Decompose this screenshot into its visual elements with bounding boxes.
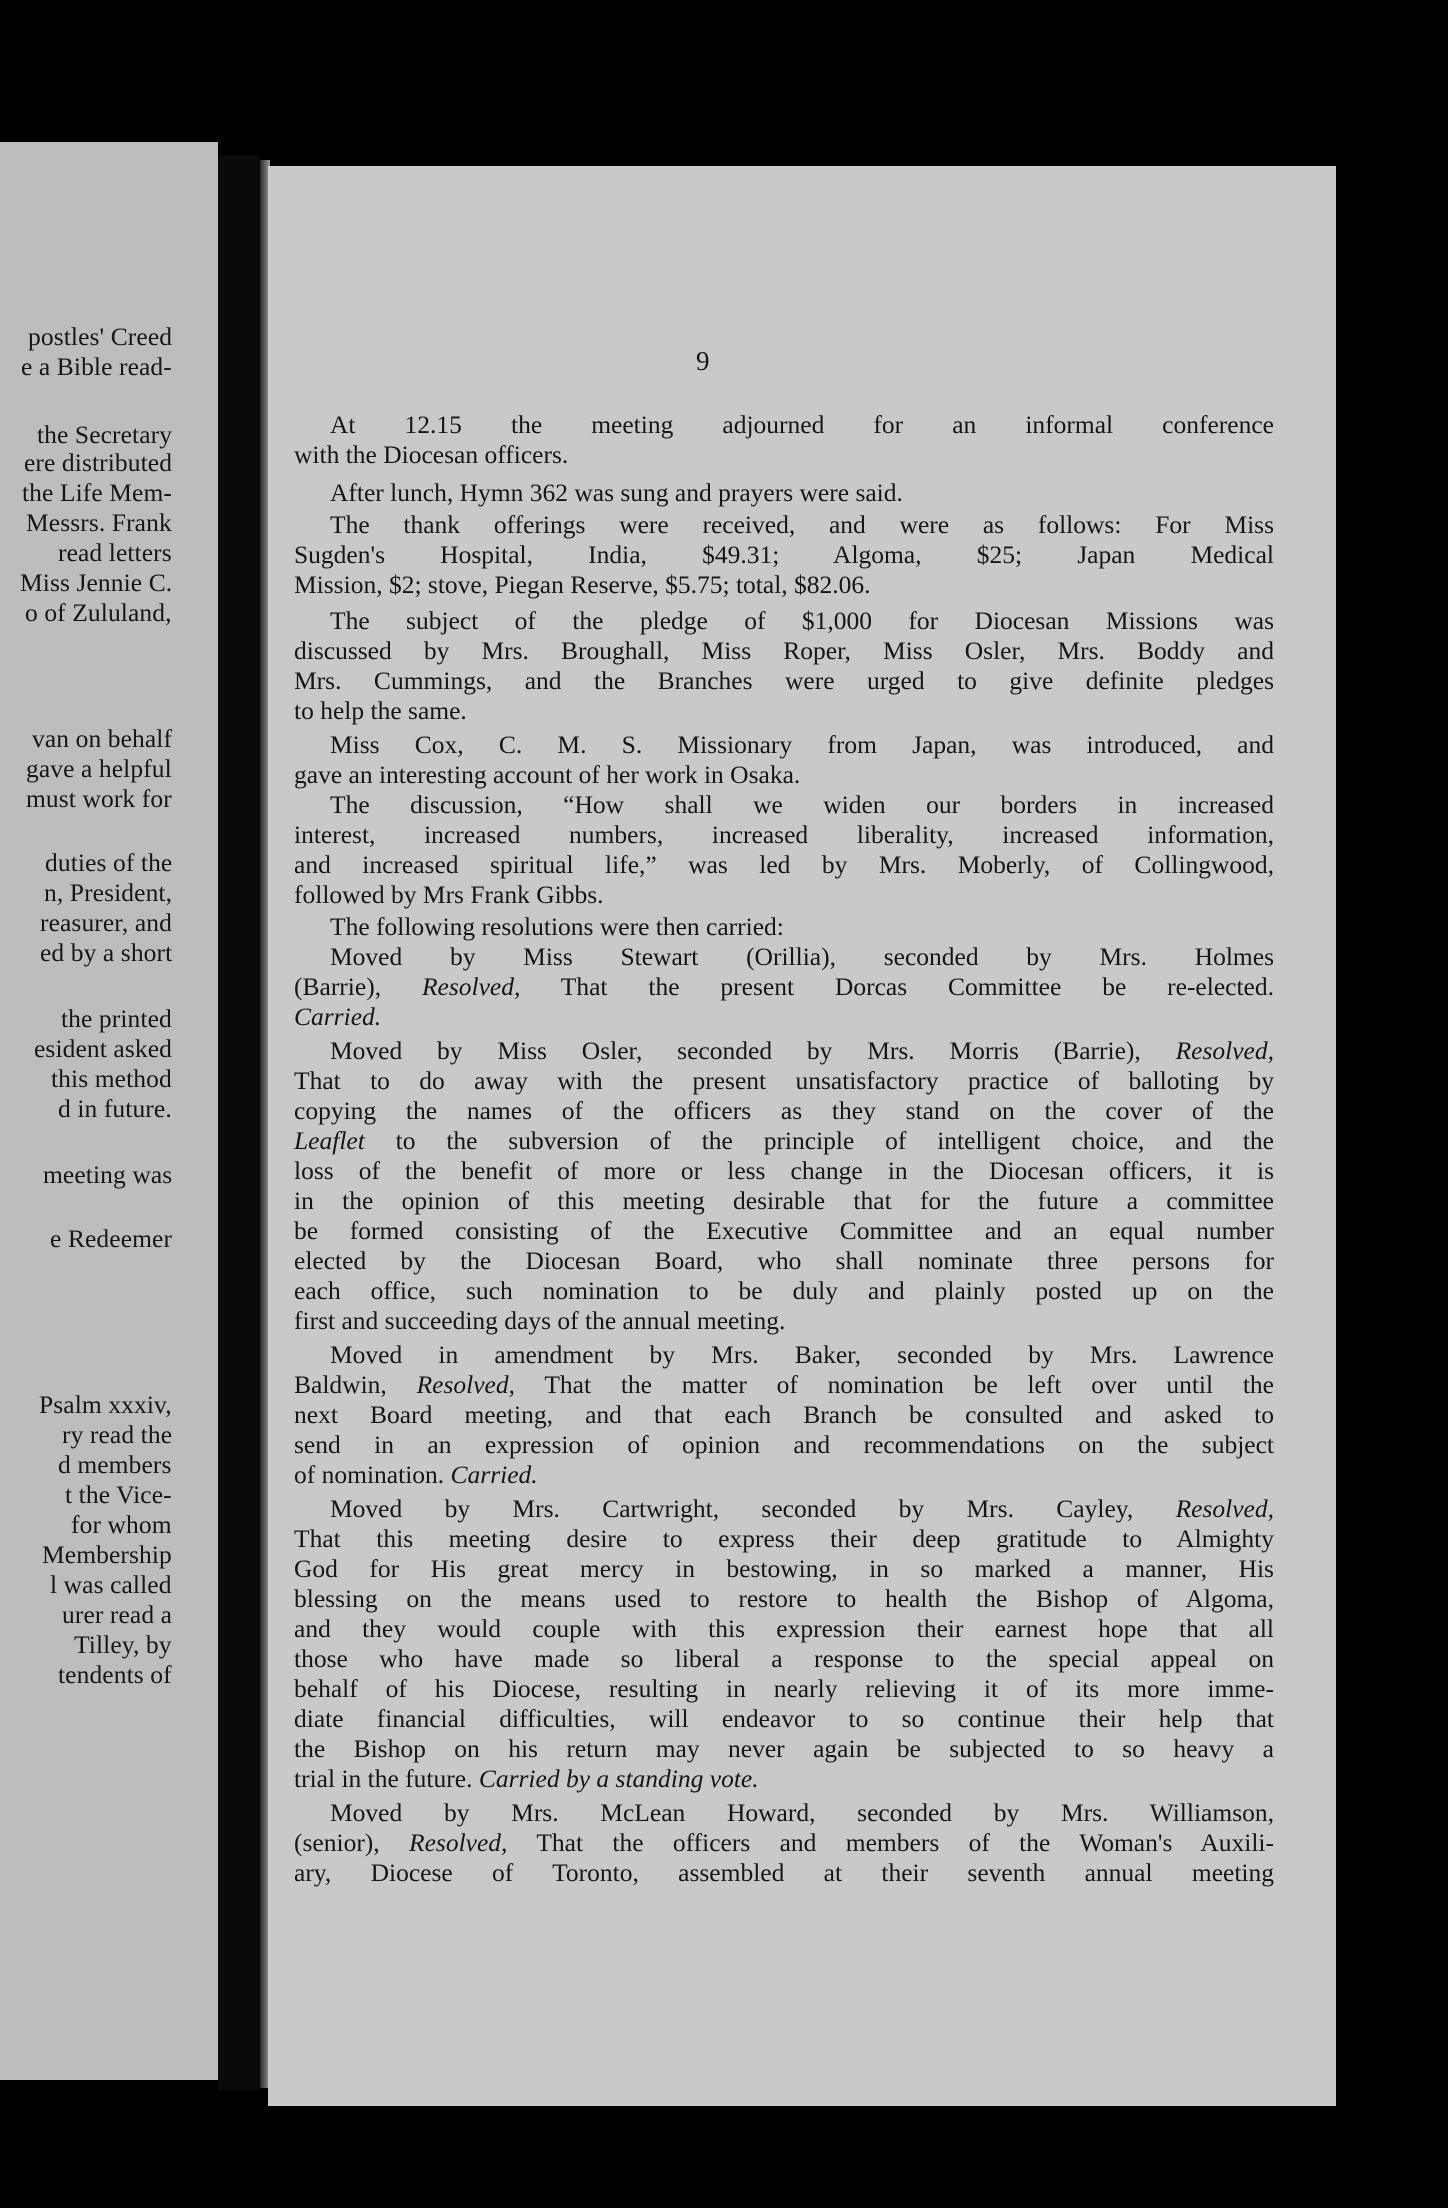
text-run: followed by Mrs Frank Gibbs. xyxy=(294,880,604,909)
left-page-line: reasurer, and xyxy=(40,908,172,937)
body-text-line xyxy=(330,510,1274,540)
left-page-line: t the Vice- xyxy=(65,1480,172,1509)
left-page-line: Messrs. Frank xyxy=(26,508,172,537)
text-run: That to do away with the present unsatisfactory practice of balloting by xyxy=(294,1066,1274,1095)
left-page-line: d members xyxy=(58,1450,172,1479)
italic-run: Carried by a standing vote. xyxy=(478,1764,759,1793)
body-text-line xyxy=(330,410,1274,440)
left-page-fragment xyxy=(0,142,218,2080)
left-page-line: Membership xyxy=(42,1540,172,1569)
text-run: ary, Diocese of Toronto, assembled at their seventh annual meeting xyxy=(294,1858,1274,1887)
text-run: to the subversion of the principle of intelligent choice, and the xyxy=(364,1126,1274,1155)
left-page-line: must work for xyxy=(26,784,172,813)
body-text-line xyxy=(330,1340,1274,1370)
left-page-line: gave a helpful xyxy=(26,754,172,783)
left-page-line: this method xyxy=(51,1064,172,1093)
text-run: (Barrie), xyxy=(294,972,422,1001)
body-text-line xyxy=(294,1096,1274,1126)
body-text-line xyxy=(294,1370,1274,1400)
text-run: Moved by Mrs. McLean Howard, seconded by Mrs. Williamson, xyxy=(330,1798,1274,1827)
body-text-line xyxy=(294,972,1274,1002)
left-page-line: duties of the xyxy=(45,848,173,877)
book-gutter xyxy=(218,155,260,2090)
body-text-line xyxy=(294,760,800,790)
text-run: Moved by Mrs. Cartwright, seconded by Mrs. Cayley, xyxy=(330,1494,1176,1523)
body-text-line xyxy=(294,880,604,910)
body-text-line xyxy=(294,1430,1274,1460)
text-run: (senior), xyxy=(294,1828,410,1857)
right-page xyxy=(268,166,1336,2106)
left-page-line: esident asked xyxy=(34,1034,172,1063)
body-text-line xyxy=(294,820,1274,850)
body-text-line xyxy=(294,440,568,470)
left-page-line: ry read the xyxy=(62,1420,173,1449)
left-page-line: the Life Mem- xyxy=(22,478,172,507)
left-page-line: e Redeemer xyxy=(50,1224,173,1253)
body-text-line xyxy=(294,1066,1274,1096)
body-text-line xyxy=(330,1494,1274,1524)
left-page-line: ed by a short xyxy=(40,938,173,967)
body-text-line xyxy=(294,1764,759,1794)
text-run: interest, increased numbers, increased liberality, increased information, xyxy=(294,820,1274,849)
left-page-line: o of Zululand, xyxy=(25,598,172,627)
text-run: Moved by Miss Osler, seconded by Mrs. Morris (Barrie), xyxy=(330,1036,1176,1065)
text-run: loss of the benefit of more or less change in the Diocesan officers, it is xyxy=(294,1156,1274,1185)
text-run: and increased spiritual life,” was led by Mrs. Moberly, of Collingwood, xyxy=(294,850,1274,879)
body-text-line xyxy=(294,850,1274,880)
body-text-line xyxy=(294,1276,1274,1306)
text-run: blessing on the means used to restore to health the Bishop of Algoma, xyxy=(294,1584,1274,1613)
text-run: behalf of his Diocese, resulting in nearly relieving it of its more imme- xyxy=(294,1674,1274,1703)
text-run: Sugden's Hospital, India, $49.31; Algoma, $25; Japan Medical xyxy=(294,540,1274,569)
left-page-line: tendents of xyxy=(58,1660,172,1689)
italic-run: Leaflet xyxy=(294,1126,365,1155)
text-run: in the opinion of this meeting desirable that for the future a committee xyxy=(294,1186,1274,1215)
left-page-line: urer read a xyxy=(62,1600,173,1629)
body-text-line xyxy=(294,1644,1274,1674)
body-text-line xyxy=(294,696,467,726)
body-text-line xyxy=(294,1584,1274,1614)
body-text-line xyxy=(294,1306,785,1336)
italic-run: Resolved, xyxy=(416,1370,515,1399)
left-page-line: the Secretary xyxy=(37,420,173,449)
text-run: send in an expression of opinion and recommendations on the subject xyxy=(294,1430,1274,1459)
body-text-line xyxy=(330,606,1274,636)
body-text-line xyxy=(294,1704,1274,1734)
text-run: That the matter of nomination be left over until the xyxy=(515,1370,1275,1399)
body-text-line xyxy=(294,1858,1274,1888)
body-text-line xyxy=(294,666,1274,696)
body-text-line xyxy=(294,1126,1274,1156)
text-run: elected by the Diocesan Board, who shall nominate three persons for xyxy=(294,1246,1274,1275)
left-page-line: e a Bible read- xyxy=(21,352,172,381)
page-number: 9 xyxy=(696,346,710,376)
body-text-line xyxy=(330,790,1274,820)
body-text-line xyxy=(294,1554,1274,1584)
body-text-line xyxy=(294,1246,1274,1276)
text-run: That this meeting desire to express their deep gratitude to Almighty xyxy=(294,1524,1274,1553)
text-run: At 12.15 the meeting adjourned for an informal conference xyxy=(330,410,1274,439)
text-run: Miss Cox, C. M. S. Missionary from Japan, was introduced, and xyxy=(330,730,1274,759)
text-run: The discussion, “How shall we widen our borders in increased xyxy=(330,790,1274,819)
italic-run: Resolved, xyxy=(409,1828,508,1857)
left-page-line: l was called xyxy=(50,1570,172,1599)
left-page-line: d in future. xyxy=(58,1094,172,1123)
body-text-line xyxy=(294,636,1274,666)
left-page-line: n, President, xyxy=(44,878,173,907)
text-run: Moved by Miss Stewart (Orillia), seconded by Mrs. Holmes xyxy=(330,942,1274,971)
text-run: Mrs. Cummings, and the Branches were urged to give definite pledges xyxy=(294,666,1274,695)
body-text-line xyxy=(294,1400,1274,1430)
text-run: the Bishop on his return may never again be subjected to so heavy a xyxy=(294,1734,1274,1763)
body-text-line xyxy=(330,478,903,508)
left-page-line: Psalm xxxiv, xyxy=(39,1390,172,1419)
body-text-line xyxy=(294,1460,538,1490)
text-run: gave an interesting account of her work in Osaka. xyxy=(294,760,801,789)
body-text-line xyxy=(294,1614,1274,1644)
text-run: The subject of the pledge of $1,000 for Diocesan Missions was xyxy=(330,606,1274,635)
text-run: Moved in amendment by Mrs. Baker, seconded by Mrs. Lawrence xyxy=(330,1340,1274,1369)
body-text-line xyxy=(294,1734,1274,1764)
left-page-line: van on behalf xyxy=(32,724,173,753)
left-page-line: Miss Jennie C. xyxy=(20,568,173,597)
text-run: next Board meeting, and that each Branch be consulted and asked to xyxy=(294,1400,1274,1429)
left-page-line: the printed xyxy=(61,1004,172,1033)
left-page-line: ere distributed xyxy=(24,448,173,477)
body-text-line xyxy=(294,1186,1274,1216)
italic-run: Resolved, xyxy=(421,972,521,1001)
left-page-line: postles' Creed xyxy=(28,322,173,351)
body-text-line xyxy=(294,570,871,600)
text-run: copying the names of the officers as they stand on the cover of the xyxy=(294,1096,1274,1125)
text-run: diate financial difficulties, will endeavor to so continue their help that xyxy=(294,1704,1274,1733)
body-text-line xyxy=(330,1036,1274,1066)
italic-run: Carried. xyxy=(294,1002,382,1031)
text-run: first and succeeding days of the annual meeting. xyxy=(294,1306,786,1335)
text-run: be formed consisting of the Executive Committee and an equal number xyxy=(294,1216,1274,1245)
body-text-line xyxy=(294,1216,1274,1246)
text-run: trial in the future. xyxy=(294,1764,479,1793)
text-run: The thank offerings were received, and were as follows: For Miss xyxy=(330,510,1274,539)
body-text-line xyxy=(330,912,784,942)
text-run: of nomination. xyxy=(294,1460,451,1489)
body-text-line xyxy=(294,540,1274,570)
text-run: those who have made so liberal a response to the special appeal on xyxy=(294,1644,1274,1673)
body-text-line xyxy=(294,1674,1274,1704)
text-run: each office, such nomination to be duly and plainly posted up on the xyxy=(294,1276,1274,1305)
left-page-line: meeting was xyxy=(43,1160,173,1189)
body-text-line xyxy=(294,1002,381,1032)
body-text-line xyxy=(330,1798,1274,1828)
italic-run: Resolved, xyxy=(1175,1036,1274,1065)
text-run: The following resolutions were then carried: xyxy=(330,912,784,941)
text-run: God for His great mercy in bestowing, in so marked a manner, His xyxy=(294,1554,1274,1583)
text-run: to help the same. xyxy=(294,696,467,725)
left-page-line: for whom xyxy=(71,1510,172,1539)
body-text-line xyxy=(294,1524,1274,1554)
text-run: After lunch, Hymn 362 was sung and prayers were said. xyxy=(330,478,903,507)
text-run: discussed by Mrs. Broughall, Miss Roper, Miss Osler, Mrs. Boddy and xyxy=(294,636,1274,665)
text-run: and they would couple with this expression their earnest hope that all xyxy=(294,1614,1274,1643)
left-page-line: read letters xyxy=(58,538,172,567)
body-text-line xyxy=(294,1156,1274,1186)
text-run: with the Diocesan officers. xyxy=(294,440,569,469)
body-text-line xyxy=(330,730,1274,760)
body-text-line xyxy=(330,942,1274,972)
body-text-line xyxy=(294,1828,1274,1858)
left-page-line: Tilley, by xyxy=(74,1630,172,1659)
italic-run: Resolved, xyxy=(1175,1494,1274,1523)
text-run: That the officers and members of the Woman's Auxili- xyxy=(507,1828,1274,1857)
text-run: That the present Dorcas Committee be re-elected. xyxy=(520,972,1275,1001)
text-run: Baldwin, xyxy=(294,1370,417,1399)
italic-run: Carried. xyxy=(450,1460,538,1489)
text-run: Mission, $2; stove, Piegan Reserve, $5.75; total, $82.06. xyxy=(294,570,871,599)
